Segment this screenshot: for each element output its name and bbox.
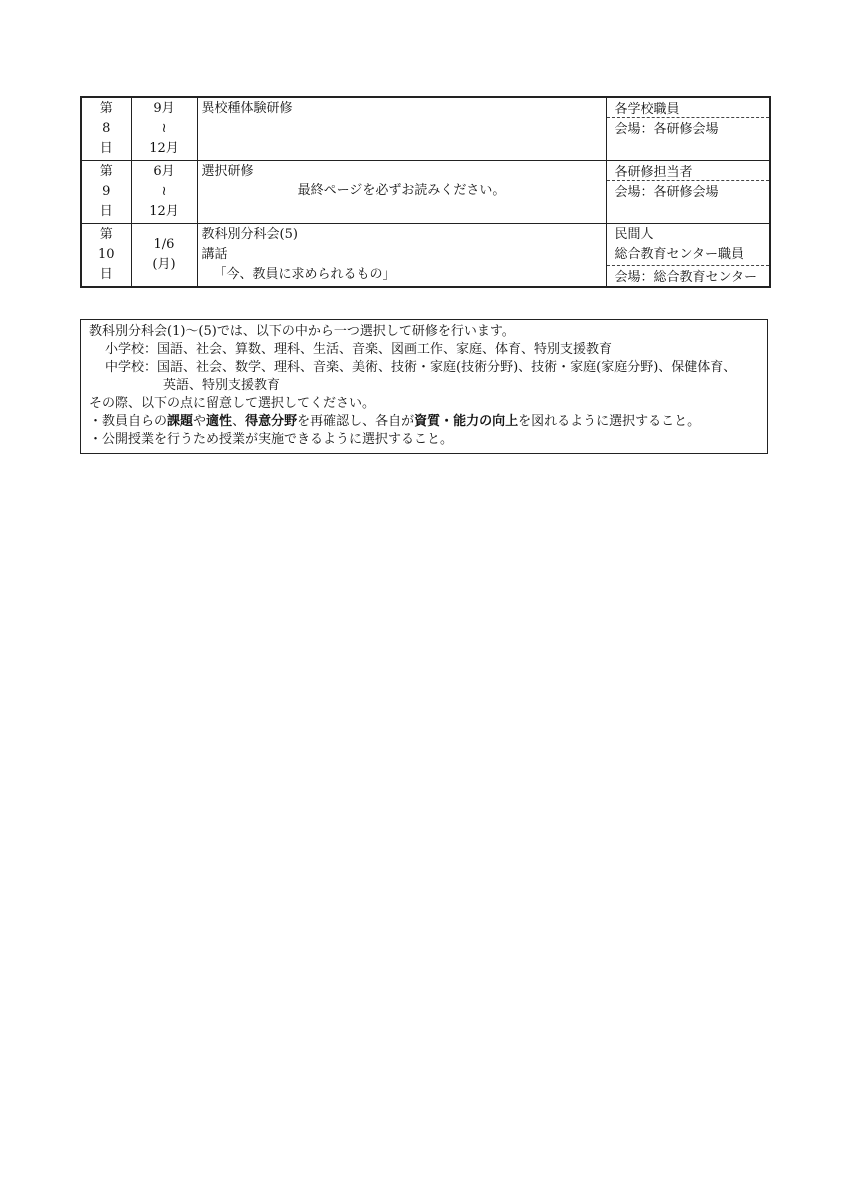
- notes-caution: その際、以下の点に留意して選択してください。: [89, 396, 376, 411]
- junior-subjects-cont: 英語、特別支援教育: [163, 378, 281, 393]
- notes-box: [80, 319, 768, 454]
- day-suffix: 日: [99, 141, 113, 156]
- day-suffix: 日: [99, 204, 113, 219]
- emphasis: 資質・能力の向上: [414, 414, 519, 429]
- day-cell: [81, 224, 131, 288]
- session-title: 異校種体験研修: [201, 101, 293, 116]
- elementary-subjects: 小学校：国語、社会、算数、理科、生活、音楽、図画工作、家庭、体育、特別支援教育: [105, 342, 613, 357]
- notes-bullet-1: [89, 413, 759, 431]
- day-suffix: 日: [99, 267, 113, 282]
- session-title: 教科別分科会(5): [201, 227, 298, 242]
- session-title: 選択研修: [201, 164, 254, 179]
- date-start: 9月: [153, 101, 175, 116]
- day-cell: [81, 97, 131, 161]
- emphasis: 適性: [206, 414, 233, 429]
- content-cell: [197, 161, 606, 224]
- text: ・教員自らの: [89, 414, 168, 429]
- date-end: 12月: [149, 204, 179, 219]
- junior-subjects: 中学校：国語、社会、数学、理科、音楽、美術、技術・家庭(技術分野)、技術・家庭(家庭分野)、保健体育、: [105, 360, 737, 375]
- venue: 会場：各研修会場: [607, 180, 770, 201]
- schedule-row-8: [81, 97, 770, 161]
- venue: 会場：各研修会場: [607, 117, 770, 138]
- notes-intro: 教科別分科会(1)～(5)では、以下の中から一つ選択して研修を行います。: [89, 324, 515, 339]
- final-page-note: 最終ページを必ずお読みください。: [297, 183, 506, 198]
- date-range-mark: ≀: [161, 184, 167, 199]
- day-cell: [81, 161, 131, 224]
- content-cell: [197, 97, 606, 161]
- instructor: 民間人: [614, 227, 654, 242]
- text: 、: [232, 414, 246, 429]
- date-cell: [131, 224, 197, 288]
- day-prefix: 第: [99, 101, 113, 116]
- day-prefix: 第: [99, 164, 113, 179]
- emphasis: 得意分野: [245, 414, 298, 429]
- date-cell: [131, 97, 197, 161]
- instructor-cell: [606, 97, 770, 161]
- venue: 会場：総合教育センター: [607, 265, 770, 286]
- date-range-mark: ≀: [161, 121, 167, 136]
- date-start: 6月: [153, 164, 175, 179]
- instructor: 各学校職員: [614, 102, 680, 117]
- day-prefix: 第: [99, 227, 113, 242]
- schedule-table: [80, 96, 771, 288]
- notes-bullet-2: ・公開授業を行うため授業が実施できるように選択すること。: [89, 432, 454, 447]
- instructor: 総合教育センター職員: [614, 247, 744, 262]
- lecture-title: 「今、教員に求められるもの」: [213, 267, 396, 282]
- text: を図れるように選択すること。: [518, 414, 701, 429]
- day-number: 8: [102, 121, 111, 136]
- date-cell: [131, 161, 197, 224]
- date-start: 1/6: [153, 237, 175, 252]
- text: や: [193, 414, 207, 429]
- content-cell: [197, 224, 606, 288]
- day-number: 9: [102, 184, 111, 199]
- session-subtitle: 講話: [201, 247, 228, 262]
- emphasis: 課題: [167, 414, 194, 429]
- day-number: 10: [97, 247, 115, 262]
- text: を再確認し、各自が: [297, 414, 415, 429]
- date-end: 12月: [149, 141, 179, 156]
- schedule-row-10: [81, 224, 770, 288]
- instructor: 各研修担当者: [614, 165, 693, 180]
- instructor-cell: [606, 224, 770, 288]
- instructor-cell: [606, 161, 770, 224]
- date-weekday: (月): [152, 257, 176, 272]
- schedule-row-9: [81, 161, 770, 224]
